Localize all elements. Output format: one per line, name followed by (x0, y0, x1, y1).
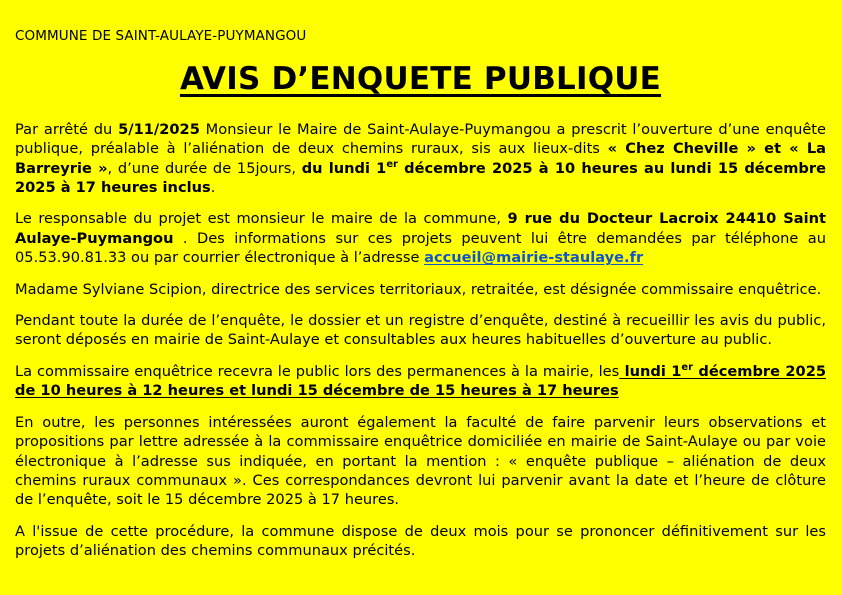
p5-permanence-part-2: décembre 2025 de 10 heures à 12 heures et lundi 15 décembre de 15 heures à 17 heures (15, 362, 827, 400)
email-link[interactable]: accueil@mairie-staulaye.fr (424, 249, 644, 267)
paragraph-permanences (15, 362, 826, 401)
paragraph-dossier: Pendant toute la durée de l’enquête, le dossier et un registre d’enquête, destiné à recueillir les avis du public, seront déposés en mairie de Saint-Aulaye et consultables aux heures habituelles d’ouverture au public. (15, 312, 826, 349)
paragraph-conclusion: A l'issue de cette procédure, la commune dispose de deux mois pour se prononcer définitivement sur les projets d’aliénation des chemins communaux précités. (15, 522, 826, 560)
p1-lieux-dits: « Chez Cheville » et « La Barreyrie » (15, 140, 827, 177)
p1-periode-part-2: décembre 2025 à 10 heures au lundi 15 décembre 2025 à 17 heures inclus (15, 159, 826, 197)
paragraph-responsable (15, 209, 826, 267)
p1-ordinal-suffix: er (386, 158, 398, 170)
commune-header: COMMUNE DE SAINT-AULAYE-PUYMANGOU (15, 28, 307, 44)
p5-ordinal-suffix: er (681, 362, 694, 374)
paragraph-commissaire: Madame Sylviane Scipion, directrice des services territoriaux, retraitée, est désignée commissaire enquêtrice. (15, 280, 822, 298)
p1-periode-part-1: du lundi 1 (301, 159, 387, 177)
p1-segment-1: Par arrêté du (15, 120, 119, 138)
page-title (15, 62, 826, 98)
p2-adresse-mairie: 9 rue du Docteur Lacroix 24410 Saint Aulaye-Puymangou (15, 210, 827, 247)
p2-segment-1: Le responsable du projet est monsieur le maire de la commune, (15, 210, 508, 228)
p5-segment-1: La commissaire enquêtrice recevra le public lors des permanences à la mairie, les (15, 362, 620, 380)
p2-segment-2: . Des informations sur ces projets peuvent lui être demandées par téléphone au 05.53.90.81.33 ou par courrier électronique à l’adresse (15, 229, 826, 267)
paragraph-arrete (15, 120, 826, 198)
p1-date-arrete: 5/11/2025 (118, 120, 200, 138)
p1-segment-4: . (210, 179, 216, 197)
p1-segment-3: , d’une durée de 15jours, (107, 159, 302, 177)
p1-segment-2: Monsieur le Maire de Saint-Aulaye-Puymangou a prescrit l’ouverture d’une enquête publique, préalable à l’aliénation de deux chemins ruraux, sis aux lieux-dits (15, 120, 826, 158)
p5-permanence-part-1: lundi 1 (619, 362, 682, 380)
paragraph-observations: En outre, les personnes intéressées auront également la faculté de faire parvenir leurs observations et propositions par lettre adressée à la commissaire enquêtrice domiciliée en mairie de Saint-Aulaye ou par voie électronique à l’adresse sus indiquée, en portant la mention : « enquête publique – aliénation de deux chemins ruraux communaux ». Ces correspondances devront lui parvenir avant la date et l’heure de clôture de l’enquête, soit le 15 décembre 2025 à 17 heures. (15, 413, 826, 509)
page-title-text: AVIS D’ENQUETE PUBLIQUE (179, 61, 662, 98)
